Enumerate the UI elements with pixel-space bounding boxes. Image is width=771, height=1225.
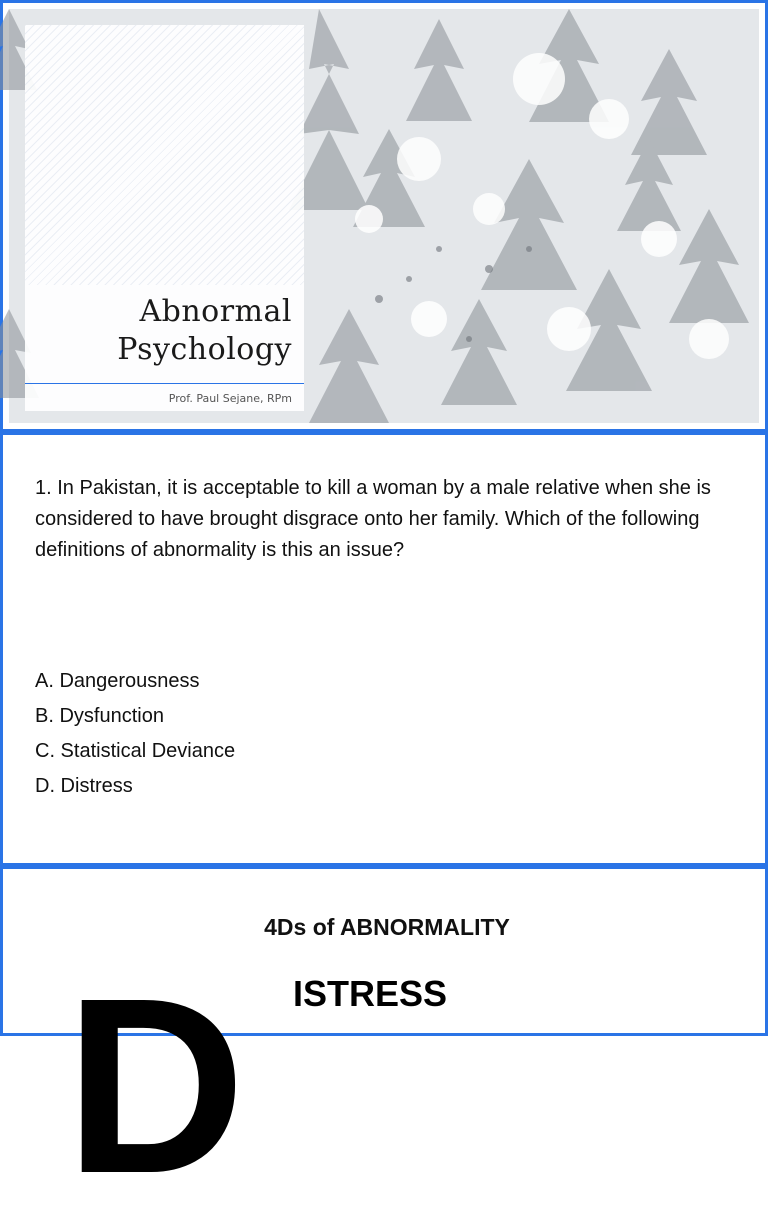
slide-title bbox=[32, 293, 292, 369]
four-ds-slide bbox=[0, 866, 768, 1225]
question-text: 1. In Pakistan, it is acceptable to kill a woman by a male relative when she is considered to have brought disgrace onto her family. Which of the following definitions of abnormality is this an issue? bbox=[35, 477, 711, 561]
slide-title-line2: Psychology bbox=[117, 332, 292, 367]
author-name: Prof. Paul Sejane, RPm bbox=[168, 392, 292, 405]
title-slide bbox=[0, 0, 768, 432]
title-divider bbox=[25, 383, 304, 384]
option-b: B. Dysfunction bbox=[35, 705, 164, 727]
option-c: C. Statistical Deviance bbox=[35, 740, 236, 762]
option-a: A. Dangerousness bbox=[35, 670, 200, 692]
question-slide bbox=[0, 432, 768, 866]
answer-options bbox=[35, 664, 235, 804]
title-panel-texture bbox=[25, 25, 304, 285]
big-letter-d: D bbox=[65, 946, 246, 1225]
option-d: D. Distress bbox=[35, 775, 133, 797]
title-panel bbox=[25, 25, 304, 411]
slide-title-line1: Abnormal bbox=[139, 294, 292, 329]
slide3-title: 4Ds of ABNORMALITY bbox=[264, 914, 510, 940]
distress-word-rest: ISTRESS bbox=[293, 973, 448, 1014]
